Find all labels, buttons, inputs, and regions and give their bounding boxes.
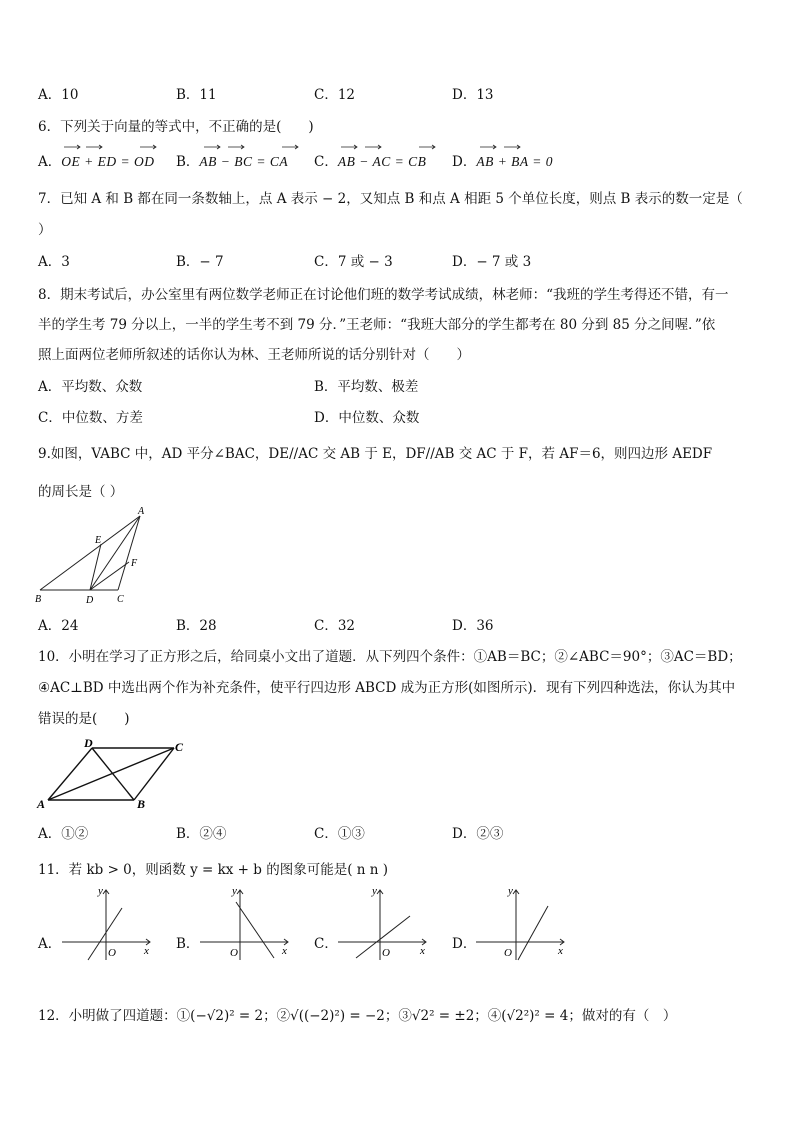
q11-option-c-label: C． (314, 936, 338, 952)
q6-option-b (176, 150, 288, 170)
q9-option-d: D．36 (452, 618, 494, 634)
graph-c-origin-label: O (382, 947, 390, 959)
q8-option-c: C．中位数、方差 (38, 410, 143, 426)
q6-option-a-expr: OE + ED = OD (61, 154, 155, 169)
q8-option-d: D．中位数、众数 (314, 410, 420, 426)
q10-stem-line3: 错误的是( ) (38, 711, 130, 727)
graph-c-x-label: x (420, 945, 425, 957)
fig9-label-d: D (86, 595, 94, 604)
fig10-label-a: A (37, 797, 46, 811)
q7-option-b: B．− 7 (176, 254, 224, 270)
q6-option-a (38, 150, 154, 170)
q11-graph-d (472, 882, 572, 962)
q5-option-d: D．13 (452, 87, 494, 103)
q7-option-a: A．3 (38, 254, 70, 270)
q11-stem: 11．若 kb > 0，则函数 y = kx + b 的图象可能是( n n ) (38, 862, 389, 878)
q6-option-c (314, 150, 426, 170)
q10-stem-line1: 10．小明在学习了正方形之后，给同桌小文出了道题．从下列四个条件：①AB＝BC；②∠ABC＝90°；③AC＝BD； (38, 649, 742, 665)
q9-stem-line1: 9.如图，VABC 中，AD 平分∠BAC，DE//AC 交 AB 于 E，DF//AB 交 AC 于 F，若 AF＝6，则四边形 AEDF (38, 446, 713, 462)
q6-option-d (452, 150, 553, 170)
q6-option-c-expr: AB − AC = CB (337, 154, 427, 169)
q11-graph-c (334, 882, 434, 962)
q5-option-b: B．11 (176, 87, 217, 103)
q7-option-c: C．7 或 − 3 (314, 254, 393, 270)
fig9-label-b: B (35, 594, 42, 604)
q10-stem-line2: ④AC⊥BD 中选出两个作为补充条件，使平行四边形 ABCD 成为正方形(如图所示)．现有下列四种选法，你认为其中 (38, 680, 736, 696)
q9-triangle-figure (32, 504, 152, 604)
q11-option-b-label: B． (176, 936, 200, 952)
q10-option-d: D．②③ (452, 826, 504, 842)
q6-option-b-expr: AB − BC = CA (199, 154, 289, 169)
q7-stem-line2: ） (38, 222, 52, 238)
q9-option-b: B．28 (176, 618, 217, 634)
q11-graph-b (196, 882, 296, 962)
graph-d-x-label: x (558, 945, 563, 957)
fig10-label-d: D (84, 736, 93, 750)
graph-b-origin-label: O (230, 947, 238, 959)
q6-option-a-label: A． (38, 154, 62, 170)
q8-stem-line2: 半的学生考 79 分以上，一半的学生考不到 79 分．”王老师：“我班大部分的学生都考在 80 分到 85 分之间喔．”依 (38, 317, 716, 333)
q11-graph-a (58, 882, 158, 962)
q9-stem-line2: 的周长是（ ） (38, 484, 124, 500)
q6-option-c-label: C． (314, 154, 338, 170)
q10-option-c: C．①③ (314, 826, 365, 842)
q11-option-a-label: A． (38, 936, 62, 952)
graph-d-origin-label: O (504, 947, 512, 959)
graph-a-x-label: x (144, 945, 149, 957)
q8-option-b: B．平均数、极差 (314, 379, 419, 395)
q6-stem: 6．下列关于向量的等式中，不正确的是( ) (38, 119, 314, 135)
fig9-label-a: A (138, 506, 145, 517)
q10-parallelogram-figure (34, 734, 194, 814)
q8-stem-line1: 8．期末考试后，办公室里有两位数学老师正在讨论他们班的数学考试成绩，林老师：“我班的学生考得还不错，有一 (38, 287, 729, 303)
q9-option-a: A．24 (38, 618, 79, 634)
fig9-label-f: F (131, 558, 138, 569)
q8-stem-line3: 照上面两位老师所叙述的话你认为林、王老师所说的话分别针对（ ） (38, 347, 470, 363)
graph-a-origin-label: O (108, 947, 116, 959)
q11-option-d-label: D． (452, 936, 477, 952)
q6-option-d-expr: AB + BA = 0 (476, 154, 554, 169)
q10-option-b: B．②④ (176, 826, 227, 842)
q5-option-c: C．12 (314, 87, 356, 103)
q6-option-b-label: B． (176, 154, 200, 170)
q7-option-d: D．− 7 或 3 (452, 254, 532, 270)
graph-b-y-label: y (232, 885, 237, 897)
q6-option-d-label: D． (452, 154, 477, 170)
q9-option-c: C．32 (314, 618, 356, 634)
fig10-label-b: B (137, 797, 146, 811)
q7-stem-line1: 7．已知 A 和 B 都在同一条数轴上，点 A 表示 − 2，又知点 B 和点 A 相距 5 个单位长度，则点 B 表示的数一定是（ (38, 191, 743, 207)
graph-c-y-label: y (372, 885, 377, 897)
fig9-label-e: E (95, 535, 102, 546)
q8-option-a: A．平均数、众数 (38, 379, 143, 395)
q5-option-a: A．10 (38, 87, 79, 103)
graph-d-y-label: y (508, 885, 513, 897)
q12-stem: 12．小明做了四道题：①(−√2)² = 2；②√((−2)²) = −2；③√2² = ±2；④(√2²)² = 4；做对的有（ ） (38, 1008, 677, 1024)
graph-a-y-label: y (98, 885, 103, 897)
graph-b-x-label: x (282, 945, 287, 957)
fig9-label-c: C (117, 594, 124, 604)
q10-option-a: A．①② (38, 826, 89, 842)
fig10-label-c: C (175, 740, 184, 754)
vector-arrows-icon (60, 142, 580, 152)
